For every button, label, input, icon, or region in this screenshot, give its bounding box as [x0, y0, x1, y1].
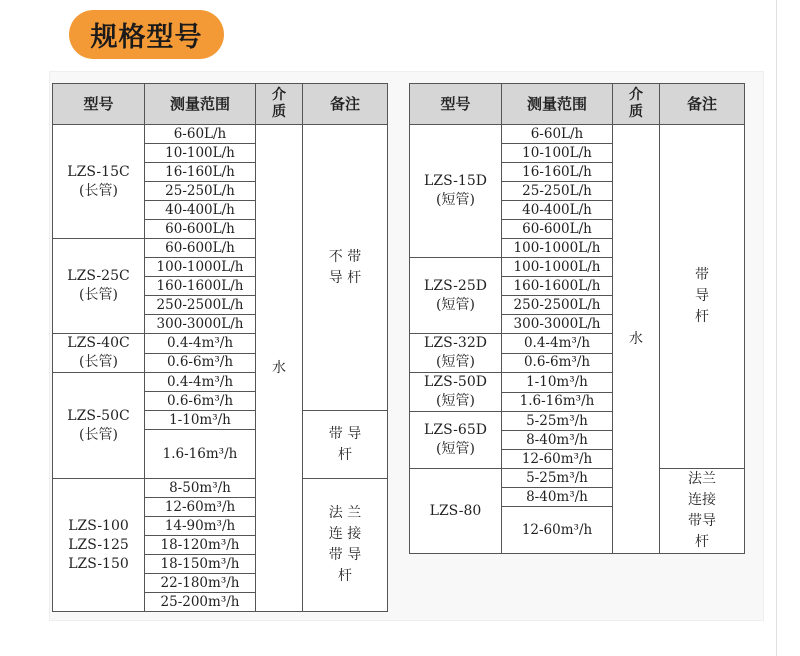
- medium-cell: 水: [256, 125, 303, 612]
- range-cell: 8-40m³/h: [502, 488, 613, 507]
- range-cell: 1.6-16m³/h: [145, 430, 256, 479]
- range-cell: 12-60m³/h: [502, 507, 613, 554]
- page-divider-line: [776, 0, 777, 656]
- model-cell: LZS-15D (短管): [410, 125, 502, 258]
- table-row: [53, 479, 388, 498]
- range-cell: 60-600L/h: [145, 239, 256, 258]
- spec-table-long-tube: [52, 83, 388, 612]
- range-cell: 5-25m³/h: [502, 469, 613, 488]
- note-cell: 法兰 连接 带导 杆: [660, 469, 745, 554]
- header-model: 型号: [410, 84, 502, 125]
- table-row: [410, 469, 745, 488]
- range-cell: 12-60m³/h: [145, 498, 256, 517]
- model-cell: LZS-25C (长管): [53, 239, 145, 334]
- range-cell: 0.4-4m³/h: [145, 373, 256, 392]
- range-cell: 18-120m³/h: [145, 536, 256, 555]
- range-cell: 160-1600L/h: [145, 277, 256, 296]
- range-cell: 60-600L/h: [145, 220, 256, 239]
- header-medium: 介 质: [256, 84, 303, 125]
- range-cell: 25-200m³/h: [145, 593, 256, 612]
- range-cell: 1-10m³/h: [502, 373, 613, 393]
- header-medium: 介 质: [613, 84, 660, 125]
- model-cell: LZS-100 LZS-125 LZS-150: [53, 479, 145, 612]
- header-model: 型号: [53, 84, 145, 125]
- range-cell: 0.6-6m³/h: [502, 353, 613, 373]
- range-cell: 100-1000L/h: [502, 239, 613, 258]
- model-cell: LZS-15C (长管): [53, 125, 145, 239]
- range-cell: 0.4-4m³/h: [502, 334, 613, 354]
- range-cell: 0.6-6m³/h: [145, 353, 256, 373]
- range-cell: 1.6-16m³/h: [502, 392, 613, 412]
- range-cell: 1-10m³/h: [145, 411, 256, 430]
- header-range: 测量范围: [145, 84, 256, 125]
- note-cell: 带 导 杆: [303, 411, 388, 479]
- model-cell: LZS-32D (短管): [410, 334, 502, 373]
- range-cell: 6-60L/h: [145, 125, 256, 144]
- note-cell: 带 导 杆: [660, 125, 745, 469]
- header-row: [53, 84, 388, 125]
- range-cell: 100-1000L/h: [145, 258, 256, 277]
- range-cell: 16-160L/h: [145, 163, 256, 182]
- header-note: 备注: [660, 84, 745, 125]
- header-row: [410, 84, 745, 125]
- model-cell: LZS-25D (短管): [410, 258, 502, 334]
- note-cell: 不 带 导 杆: [303, 125, 388, 411]
- range-cell: 40-400L/h: [145, 201, 256, 220]
- range-cell: 10-100L/h: [145, 144, 256, 163]
- range-cell: 250-2500L/h: [145, 296, 256, 315]
- range-cell: 22-180m³/h: [145, 574, 256, 593]
- model-cell: LZS-50D (短管): [410, 373, 502, 412]
- range-cell: 10-100L/h: [502, 144, 613, 163]
- range-cell: 25-250L/h: [145, 182, 256, 201]
- section-title: 规格型号: [69, 10, 224, 59]
- model-cell: LZS-65D (短管): [410, 412, 502, 469]
- range-cell: 100-1000L/h: [502, 258, 613, 277]
- model-cell: LZS-80: [410, 469, 502, 554]
- range-cell: 0.4-4m³/h: [145, 334, 256, 354]
- range-cell: 16-160L/h: [502, 163, 613, 182]
- range-cell: 8-50m³/h: [145, 479, 256, 498]
- range-cell: 250-2500L/h: [502, 296, 613, 315]
- spec-table-short-tube: [409, 83, 745, 554]
- header-note: 备注: [303, 84, 388, 125]
- range-cell: 300-3000L/h: [502, 315, 613, 334]
- range-cell: 5-25m³/h: [502, 412, 613, 431]
- range-cell: 0.6-6m³/h: [145, 392, 256, 411]
- range-cell: 6-60L/h: [502, 125, 613, 144]
- range-cell: 14-90m³/h: [145, 517, 256, 536]
- range-cell: 18-150m³/h: [145, 555, 256, 574]
- header-range: 测量范围: [502, 84, 613, 125]
- table-row: [53, 125, 388, 144]
- medium-cell: 水: [613, 125, 660, 554]
- range-cell: 12-60m³/h: [502, 450, 613, 469]
- range-cell: 300-3000L/h: [145, 315, 256, 334]
- note-cell: 法 兰 连 接 带 导 杆: [303, 479, 388, 612]
- range-cell: 160-1600L/h: [502, 277, 613, 296]
- range-cell: 25-250L/h: [502, 182, 613, 201]
- table-row: [410, 125, 745, 144]
- model-cell: LZS-40C (长管): [53, 334, 145, 373]
- range-cell: 60-600L/h: [502, 220, 613, 239]
- range-cell: 40-400L/h: [502, 201, 613, 220]
- range-cell: 8-40m³/h: [502, 431, 613, 450]
- model-cell: LZS-50C (长管): [53, 373, 145, 479]
